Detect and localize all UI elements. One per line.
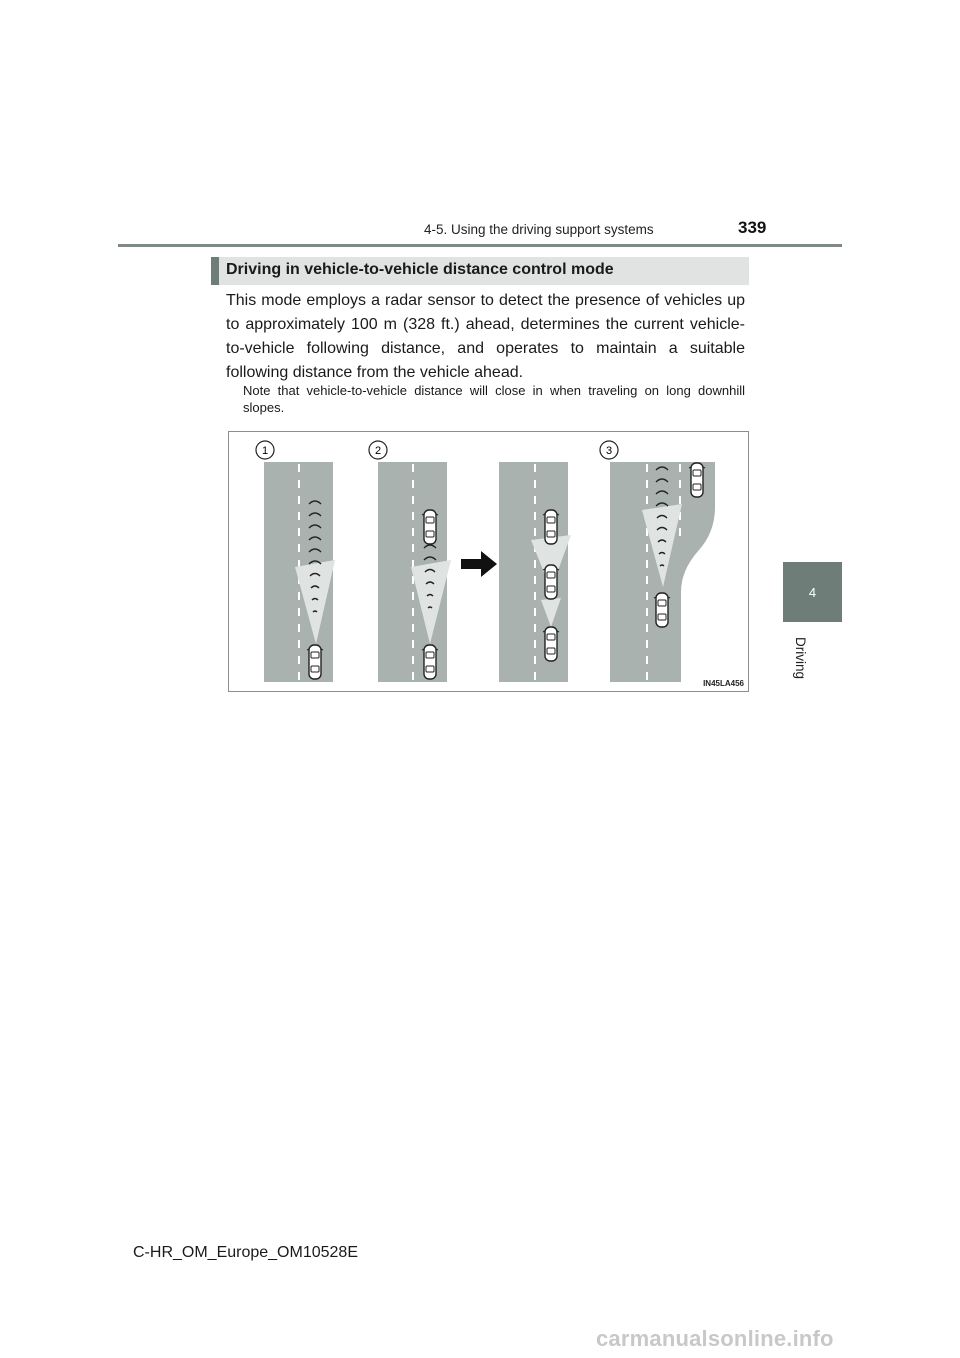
figure-code: IN45LA456 bbox=[703, 679, 744, 688]
footer-doc-id: C-HR_OM_Europe_OM10528E bbox=[133, 1244, 358, 1261]
car-3 bbox=[654, 593, 670, 627]
chapter-tab-label: Driving bbox=[793, 636, 808, 679]
callout-3-text: 3 bbox=[605, 445, 613, 457]
scene-2b bbox=[499, 462, 571, 682]
body-paragraph: This mode employs a radar sensor to detect the presence of vehicles up to approximately 100 m (328 ft.) ahead, determines the current vehicle-to-vehicle following distance, and operates to maintain a suitable following distance from the vehicle ahead. bbox=[226, 292, 745, 381]
arrow-icon bbox=[461, 551, 497, 577]
callout-1-text: 1 bbox=[261, 445, 269, 457]
radar-cruise-illustration bbox=[228, 431, 749, 692]
car-2b-ahead bbox=[543, 510, 559, 544]
car-3-adjacent bbox=[689, 463, 705, 497]
scene-2 bbox=[369, 441, 451, 682]
scene-1 bbox=[256, 441, 335, 682]
section-heading-accent bbox=[211, 257, 219, 285]
car-2-ahead bbox=[422, 510, 438, 544]
scene-3 bbox=[600, 441, 715, 682]
watermark: carmanualsonline.info bbox=[596, 1326, 834, 1351]
callout-2-text: 2 bbox=[374, 445, 382, 457]
illustration-canvas bbox=[229, 432, 750, 693]
car-2b-rear bbox=[543, 627, 559, 661]
header-rule bbox=[118, 244, 842, 247]
car-2 bbox=[422, 645, 438, 679]
car-1 bbox=[307, 645, 323, 679]
note-paragraph: Note that vehicle-to-vehicle distance will close in when traveling on long downhill slopes. bbox=[243, 383, 745, 415]
chapter-tab[interactable] bbox=[783, 562, 842, 622]
section-heading-title: Driving in vehicle-to-vehicle distance control mode bbox=[226, 261, 614, 278]
header-section-title: 4-5. Using the driving support systems bbox=[424, 222, 654, 237]
page-number: 339 bbox=[738, 218, 767, 237]
chapter-tab-number: 4 bbox=[808, 584, 817, 600]
section-heading bbox=[211, 257, 749, 285]
car-2b-mid bbox=[543, 565, 559, 599]
